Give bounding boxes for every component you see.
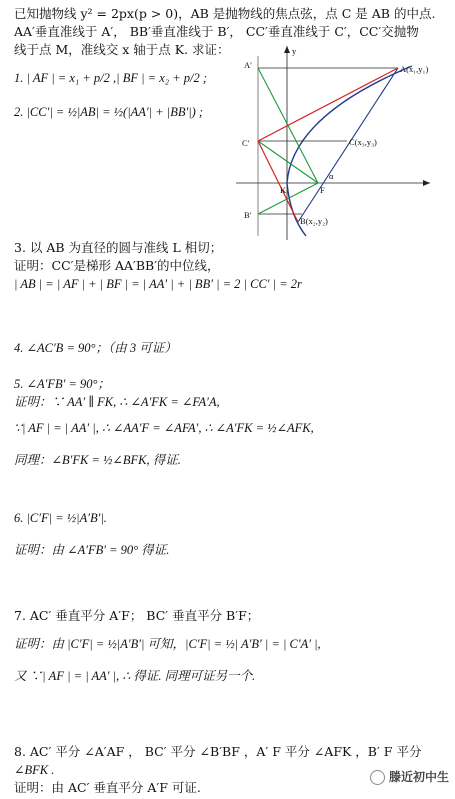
watermark <box>370 768 449 785</box>
x-arrow <box>423 180 430 186</box>
label-A1: A′ <box>244 60 252 70</box>
intro-line-1: 已知抛物线 y² = 2px(p > 0)，AB 是抛物线的焦点弦，点 C 是 AB 的中点. <box>14 6 436 21</box>
prop-5-line-2: ∵| AF | = | AA′ |, ∴ ∠AA′F = ∠AFA′, ∴ ∠A′FK = ½∠AFK, <box>14 421 314 435</box>
label-C: C(x₃,y₃) <box>349 137 377 147</box>
prop-3-title: 3. 以 AB 为直径的圆与准线 L 相切； <box>14 240 223 255</box>
parabola-upper <box>287 66 412 183</box>
label-A: A(x₁,y₁) <box>400 64 429 74</box>
label-C1: C′ <box>242 138 250 148</box>
focal-chord <box>298 68 398 222</box>
intro-line-3: 线于点 M，准线交 x 轴于点 K. 求证： <box>14 42 230 57</box>
label-alpha: α <box>329 171 334 181</box>
parabola-figure <box>232 46 432 242</box>
prop-6-proof: 证明：由 ∠A′FB′ = 90° 得证. <box>14 543 170 557</box>
prop-5-title: 5. ∠A′FB′ = 90°； <box>14 377 111 391</box>
y-arrow <box>284 46 290 53</box>
prop-5-line-3: 同理：∠B′FK = ½∠BFK, 得证. <box>14 453 181 467</box>
prop-8-title: 8. AC′ 平分 ∠A′AF ， BC′ 平分 ∠B′BF ，A′ F 平分 ∠AFK ，B′ F 平分 <box>14 744 422 759</box>
prop-3-proof: 证明：CC′是梯形 AA′BB′的中位线， <box>14 258 220 273</box>
label-B: B(x₂,y₂) <box>300 216 328 226</box>
prop-7-line-1: 证明：由 |C′F| = ½|A′B′| 可知，|C′F| = ½| A′B′ | = | C′A′ |, <box>14 637 321 651</box>
intro-line-2: AA′垂直准线于 A′， BB′垂直准线于 B′， CC′垂直准线于 C′，CC′交抛物 <box>14 24 419 39</box>
label-F: F <box>320 185 325 195</box>
label-y: y <box>292 46 297 56</box>
prop-7-title: 7. AC′ 垂直平分 A′F； BC′ 垂直平分 B′F； <box>14 608 260 623</box>
prop-8-title-cont: ∠BFK . <box>14 763 55 777</box>
label-K: K <box>280 185 287 195</box>
prop-2: 2. |CC′| = ½|AB| = ½(|AA′| + |BB′|) ; <box>14 105 204 119</box>
prop-6-title: 6. |C′F| = ½|A′B′|. <box>14 511 107 525</box>
prop-7-line-2: 又 ∵| AF | = | AA′ |, ∴ 得证. 同理可证另一个. <box>14 669 256 683</box>
prop-3-equation: | AB | = | AF | + | BF | = | AA′ | + | BB′ | = 2 | CC′ | = 2r <box>14 277 302 291</box>
watermark-icon <box>370 770 385 785</box>
prop-5-line-1: 证明：∵ AA′ ∥ FK, ∴ ∠A′FK = ∠FA′A, <box>14 395 220 409</box>
label-B1: B′ <box>244 210 252 220</box>
line-AC1 <box>258 68 398 141</box>
prop-4: 4. ∠AC′B = 90°；（由 3 可证） <box>14 341 177 355</box>
prop-8-proof: 证明：由 AC′ 垂直平分 A′F 可证. <box>14 780 201 795</box>
line-BC1 <box>258 141 298 222</box>
prop-1: 1. | AF | = x₁ + p/2 ,| BF | = x₂ + p/2 ; <box>14 71 208 85</box>
watermark-text: 滕近初中生 <box>388 770 449 784</box>
